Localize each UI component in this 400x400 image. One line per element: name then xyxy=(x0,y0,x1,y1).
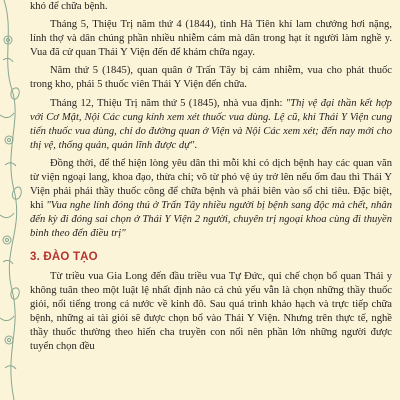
paragraph-3 xyxy=(30,97,392,153)
paragraph-1: Tháng 5, Thiệu Trị năm thứ 4 (1844), tỉnh Hà Tiên khí lam chướng hơi nặng, lính thợ và dân chúng phần nhiều nhiễm cảm mà dân trong hạt ít người làm nghề y. Vua đã cử quan Thái Y Viện đến để khám chữa ngay. xyxy=(30,19,392,59)
section-heading xyxy=(30,250,392,264)
paragraph-4-quote: "Vua nghe lính đóng thú ở Trấn Tây nhiều người bị bệnh sang độc mà chết, nhân đến kỳ đi đóng sai chọn ở Thái Y Viện 2 người, chuyên trị ngoại khoa cùng đi thuyền binh theo đến điều trị" xyxy=(30,200,392,240)
paragraph-4-plain: Đồng thời, để thể hiện lòng yêu dân thì mỗi khi có dịch bệnh hay các quan văn từ viện ngoại lang, khoa đạo, thừa chỉ; võ từ phó vệ úy trở lên nếu ốm đau thì Thái Y Viện phải phái thầy thuốc công để chữa bệnh và phải biên vào sổ chi tiêu. Đặc biệt, khi xyxy=(30,157,392,212)
paragraph-4 xyxy=(30,157,392,242)
margin-floral-ornament xyxy=(0,0,26,400)
paragraph-2: Năm thứ 5 (1845), quan quân ở Trấn Tây bị cảm nhiễm, vua cho phát thuốc trong kho, phái 5 thuốc viên Thái Y Viện đến chữa. xyxy=(30,65,392,91)
section-title: ĐÀO TẠO xyxy=(43,250,98,263)
section-number: 3. xyxy=(30,250,40,263)
paragraph-3-plain: Tháng 12, Thiệu Trị năm thứ 5 (1845), nhà vua định: xyxy=(50,97,286,109)
paragraph-3-quote: "Thị vệ đại thần kết hợp với Cơ Mật, Nội Các cung kính xem xét thuốc vua dùng. Lệ cũ, khi Thái Y Viện cung tiến thuốc vua dùng, chỉ do đường quan ở Viện và Nội Các xem xét; đến nay mới cho thị vệ, thống quản, quản lĩnh được dự" xyxy=(30,97,392,151)
floral-vine-icon xyxy=(0,0,26,400)
book-page xyxy=(30,0,392,400)
paragraph-3-end: . xyxy=(194,139,198,151)
body-text xyxy=(30,0,392,354)
top-line-text: khó để chữa bệnh. xyxy=(30,1,108,12)
paragraph-5: Từ triều vua Gia Long đến đầu triều vua Tự Đức, qui chế chọn bổ quan Thái y không tuân theo một luật lệ nhất định nào cả chủ yếu vẫn là chọn những thầy thuốc giỏi, nổi tiếng trong cả nước về kinh đô. Sau quá trình khảo hạch và trực tiếp chữa bệnh, những ai tài giỏi sẽ được chọn bổ vào Thái Y Viện. Nhưng trên thực tế, nghề thầy thuốc thường theo hiến cha truyền con nối nên phần lớn những người được tuyển chọn đều xyxy=(30,270,392,353)
